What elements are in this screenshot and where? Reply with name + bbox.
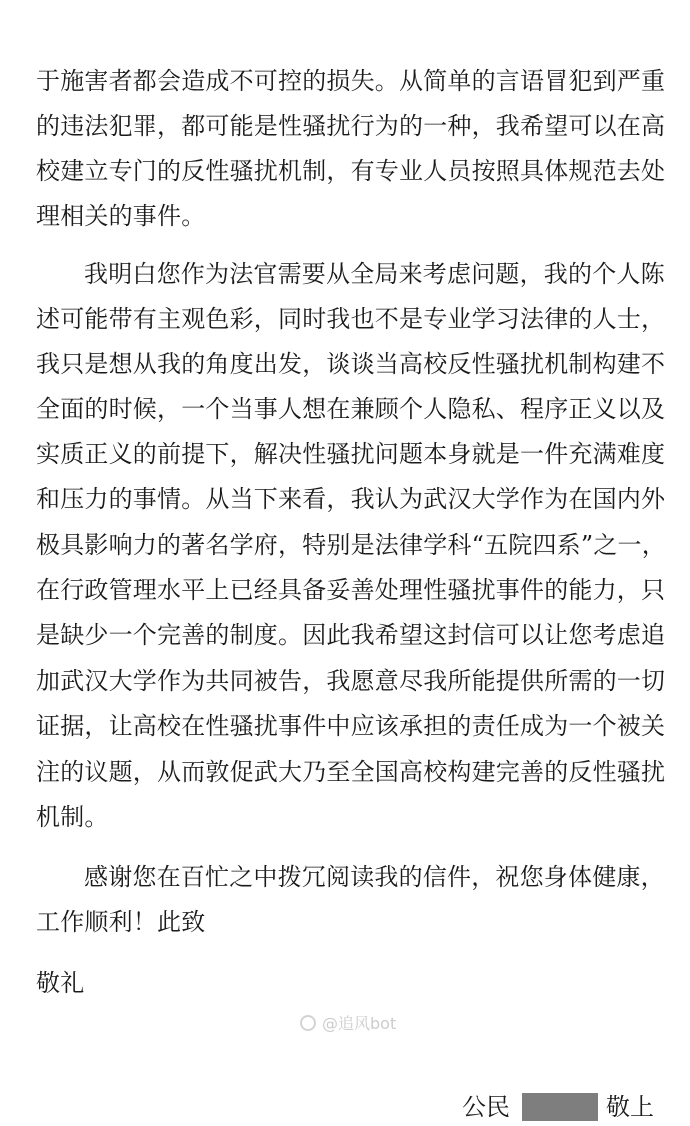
- text-line: 于施害者都会造成不可控的损失。从简单的言语冒犯到严重: [36, 67, 666, 95]
- watermark: [300, 1015, 396, 1033]
- text-line: 的违法犯罪，都可能是性骚扰行为的一种，我希望可以在高: [36, 112, 666, 140]
- text-line: 证据，让高校在性骚扰事件中应该承担的责任成为一个被关: [36, 712, 666, 740]
- closing-salutation: 敬礼: [36, 969, 85, 997]
- text-line: 我只是想从我的角度出发，谈谈当高校反性骚扰机制构建不: [36, 350, 666, 378]
- weibo-icon: [300, 1015, 316, 1031]
- text-line: 我明白您作为法官需要从全局来考虑问题，我的个人陈: [84, 260, 665, 288]
- text-line: 校建立专门的反性骚扰机制，有专业人员按照具体规范去处: [36, 157, 666, 185]
- text-line: 理相关的事件。: [36, 202, 206, 230]
- signature-suffix: 敬上: [606, 1093, 654, 1121]
- text-line: 在行政管理水平上已经具备妥善处理性骚扰事件的能力，只: [36, 576, 666, 604]
- signature-block: [0, 1092, 690, 1126]
- text-line: 是缺少一个完善的制度。因此我希望这封信可以让您考虑追: [36, 621, 666, 649]
- watermark-text: @追风bot: [322, 1014, 397, 1033]
- text-line: 注的议题，从而敦促武大乃至全国高校构建完善的反性骚扰: [36, 758, 666, 786]
- text-line: 工作顺利！此致: [36, 908, 206, 936]
- text-line: 述可能带有主观色彩，同时我也不是专业学习法律的人士，: [36, 305, 666, 333]
- redacted-name-box: [522, 1093, 598, 1121]
- text-line: 全面的时候，一个当事人想在兼顾个人隐私、程序正义以及: [36, 395, 666, 423]
- text-line: 极具影响力的著名学府，特别是法律学科“五院四系”之一，: [36, 531, 666, 559]
- text-line: 机制。: [36, 803, 109, 831]
- text-line: 加武汉大学作为共同被告，我愿意尽我所能提供所需的一切: [36, 667, 666, 695]
- signature-prefix: 公民: [462, 1093, 510, 1121]
- text-line: 感谢您在百忙之中拨冗阅读我的信件，祝您身体健康，: [84, 863, 665, 891]
- text-line: 和压力的事情。从当下来看，我认为武汉大学作为在国内外: [36, 485, 666, 513]
- text-line: 实质正义的前提下，解决性骚扰问题本身就是一件充满难度: [36, 440, 666, 468]
